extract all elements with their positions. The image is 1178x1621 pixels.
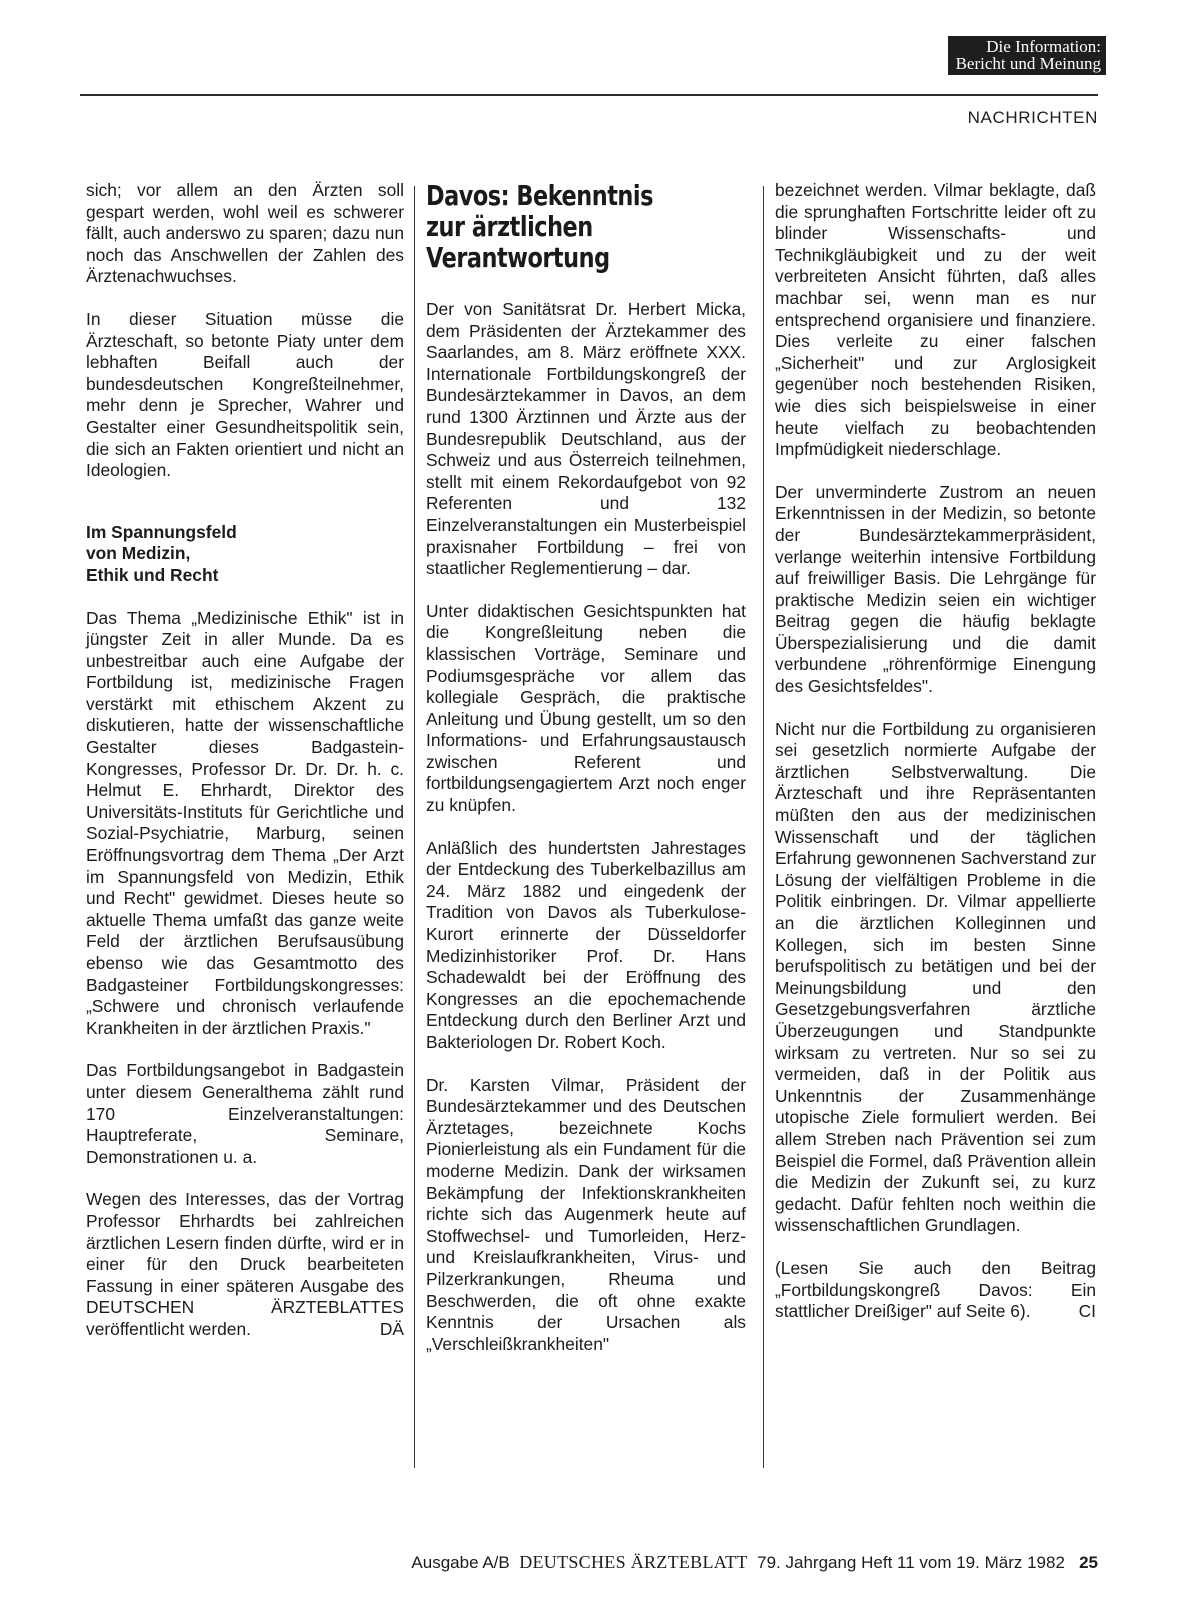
paragraph: Das Thema „Medizinische Ethik" ist in jüngster Zeit in aller Munde. Da es unbestreitbar auch eine Aufgabe der Fortbildung ist, medizinische Fragen verstärkt mit ethischem Akzent zu diskutieren, hatte der wissenschaftliche Gestalter dieses Badgastein-Kongresses, Professor Dr. Dr. Dr. h. c. Helmut E. Ehrhardt, Direktor des Universitäts-Instituts für Gerichtliche und Sozial-Psychiatrie, Marburg, seinen Eröffnungsvortrag dem Thema „Der Arzt im Spannungsfeld von Medizin, Ethik und Recht" gewidmet. Dieses heute so aktuelle Thema umfaßt das ganze weite Feld der ärztlichen Berufsausübung ebenso wie das Gesamtmotto des Badgasteiner Fortbildungskongresses: „Schwere und chronisch verlaufende Krankheiten in der ärztlichen Praxis." xyxy=(86,607,404,1038)
section-badge xyxy=(948,36,1106,75)
footer-edition: Ausgabe A/B xyxy=(411,1553,510,1572)
author-signature: DÄ xyxy=(379,1318,404,1339)
headline-line: Verantwortung xyxy=(426,241,610,274)
column-right xyxy=(775,180,1096,1323)
column-middle xyxy=(426,180,746,1355)
headline-line: Davos: Bekenntnis xyxy=(426,179,653,212)
paragraph: sich; vor allem an den Ärzten soll gespart werden, wohl weil es schwerer fällt, auch anderswo zu sparen; dazu nun noch das Anschwellen der Zahlen des Ärztenachwuchses. xyxy=(86,180,404,287)
subheading-line: Im Spannungsfeld xyxy=(86,521,237,542)
column-left xyxy=(86,180,404,1341)
paragraph: Das Fortbildungsangebot in Badgastein unter diesem Generalthema zählt rund 170 Einzelveranstaltungen: Hauptreferate, Seminare, Demonstrationen u. a. xyxy=(86,1060,404,1167)
headline-line: zur ärztlichen xyxy=(426,210,593,243)
badge-line-2: Bericht und Meinung xyxy=(955,54,1101,73)
subheading xyxy=(86,522,404,587)
paragraph: Der von Sanitätsrat Dr. Herbert Micka, dem Präsidenten der Ärztekammer des Saarlandes, am 8. März eröffnete XXX. Internationale Fortbildungskongreß der Bundesärztekammer in Davos, an dem rund 1300 Ärztinnen und Ärzte aus der Bundesrepublik Deutschland, aus der Schweiz und aus Österreich teilnehmen, stellt mit einem Rekordaufgebot von 92 Referenten und 132 Einzelveranstaltungen ein Musterbeispiel praxisnaher Fortbildung – frei von staatlicher Reglementierung – dar. xyxy=(426,299,746,579)
section-label: NACHRICHTEN xyxy=(967,108,1098,127)
article-headline xyxy=(426,180,746,273)
paragraph: In dieser Situation müsse die Ärzteschaft, so betonte Piaty unter dem lebhaften Beifall auch der bundesdeutschen Kongreßteilnehmer, mehr denn je Sprecher, Wahrer und Gestalter einer Gesundheitspolitik sein, die sich an Fakten orientiert und nicht an Ideologien. xyxy=(86,308,404,481)
paragraph: Der unverminderte Zustrom an neuen Erkenntnissen in der Medizin, so betonte der Bundesärztekammerpräsident, verlange weiterhin intensive Fortbildung auf freiwilliger Basis. Die Lehrgänge für praktische Medizin seien ein wichtiger Beitrag gegen die häufig beklagte Überspezialisierung und die damit verbundene „röhrenförmige Einengung des Gesichtsfeldes". xyxy=(775,481,1096,697)
paragraph-text: (Lesen Sie auch den Beitrag „Fortbildungskongreß Davos: Ein stattlicher Dreißiger" auf Seite 6). xyxy=(775,1257,1096,1322)
footer-issue: 79. Jahrgang Heft 11 vom 19. März 1982 xyxy=(757,1553,1065,1572)
badge-line-1: Die Information: xyxy=(986,37,1101,56)
paragraph: Anläßlich des hundertsten Jahrestages der Entdeckung des Tuberkelbazillus am 24. März 1882 und eingedenk der Tradition von Davos als Tuberkulose-Kurort erinnerte der Düsseldorfer Medizinhistoriker Prof. Dr. Hans Schadewaldt bei der Eröffnung des Kongresses an die epochemachende Entdeckung durch den Berliner Arzt und Bakteriologen Dr. Robert Koch. xyxy=(426,837,746,1052)
subheading-line: von Medizin, xyxy=(86,543,191,564)
page-number: 25 xyxy=(1079,1553,1098,1572)
paragraph: Nicht nur die Fortbildung zu organisieren sei gesetzlich normierte Aufgabe der ärztlichen Selbstverwaltung. Die Ärzteschaft und ihre Repräsentanten müßten den aus der medizinischen Wissenschaft und der täglichen Erfahrung gewonnenen Sachverstand zur Lösung der vielfältigen Probleme in die Politik einbringen. Dr. Vilmar appellierte an die ärztlichen Kolleginnen und Kollegen, sich im besten Sinne berufspolitisch zu betätigen und bei der Meinungsbildung und den Gesetzgebungsverfahren ärztliche Überzeugungen und Standpunkte wirksam zu vertreten. Nur so sei zu vermeiden, daß in der Politik aus Unkenntnis der Zusammenhänge utopische Ziele formuliert werden. Bei allem Streben nach Prävention sei zum Beispiel die Formel, daß Prävention allein die Medizin der Zukunft sei, zu kurz gedacht. Dafür fehlten noch weithin die wissenschaftlichen Grundlagen. xyxy=(775,718,1096,1236)
paragraph: Dr. Karsten Vilmar, Präsident der Bundesärztekammer und des Deutschen Ärztetages, bezeichnete Kochs Pionierleistung als ein Fundament für die moderne Medizin. Dank der wirksamen Bekämpfung der Infektionskrankheiten richte sich das Augenmerk heute auf Stoffwechsel- und Tumorleiden, Herz- und Kreislaufkrankheiten, Virus- und Pilzerkrankungen, Rheuma und Beschwerden, die oft ohne exakte Kenntnis der Ursachen als „Verschleißkrankheiten" xyxy=(426,1074,746,1354)
subheading-line: Ethik und Recht xyxy=(86,564,219,585)
footer-magazine: DEUTSCHES ÄRZTEBLATT xyxy=(519,1552,748,1572)
paragraph-with-signature xyxy=(775,1258,1096,1323)
column-rule-left xyxy=(414,186,415,1468)
paragraph-text: Wegen des Interesses, das der Vortrag Professor Ehrhardts bei zahlreichen ärztlichen Lesern finden dürfte, wird er in einer für den Druck bearbeiteten Fassung in einer späteren Ausgabe des DEUTSCHEN ÄRZTEBLATTES veröffentlicht werden. xyxy=(86,1189,404,1339)
paragraph-with-signature xyxy=(86,1189,404,1340)
column-rule-right xyxy=(763,186,764,1468)
paragraph: bezeichnet werden. Vilmar beklagte, daß die sprunghaften Fortschritte leider oft zu blinder Wissenschafts- und Technikgläubigkeit und zu der weit verbreiteten Ansicht führten, daß alles machbar sei, wenn man es nur entsprechend organisiere und finanziere. Dies verleite zu einer falschen „Sicherheit" und zur Arglosigkeit gegenüber noch bestehenden Risiken, wie dies sich beispielsweise in einer heute vielfach zu beobachtenden Impfmüdigkeit niederschlage. xyxy=(775,180,1096,460)
author-signature: CI xyxy=(1078,1301,1096,1322)
paragraph: Unter didaktischen Gesichtspunkten hat die Kongreßleitung neben die klassischen Vorträge, Seminare und Podiumsgespräche vor allem das kollegiale Gespräch, die praktische Anleitung und Übung gestellt, um so den Informations- und Erfahrungsaustausch zwischen Referent und fortbildungsengagiertem Arzt noch enger zu knüpfen. xyxy=(426,600,746,816)
page-footer xyxy=(411,1552,1098,1573)
header-rule xyxy=(80,94,1098,96)
